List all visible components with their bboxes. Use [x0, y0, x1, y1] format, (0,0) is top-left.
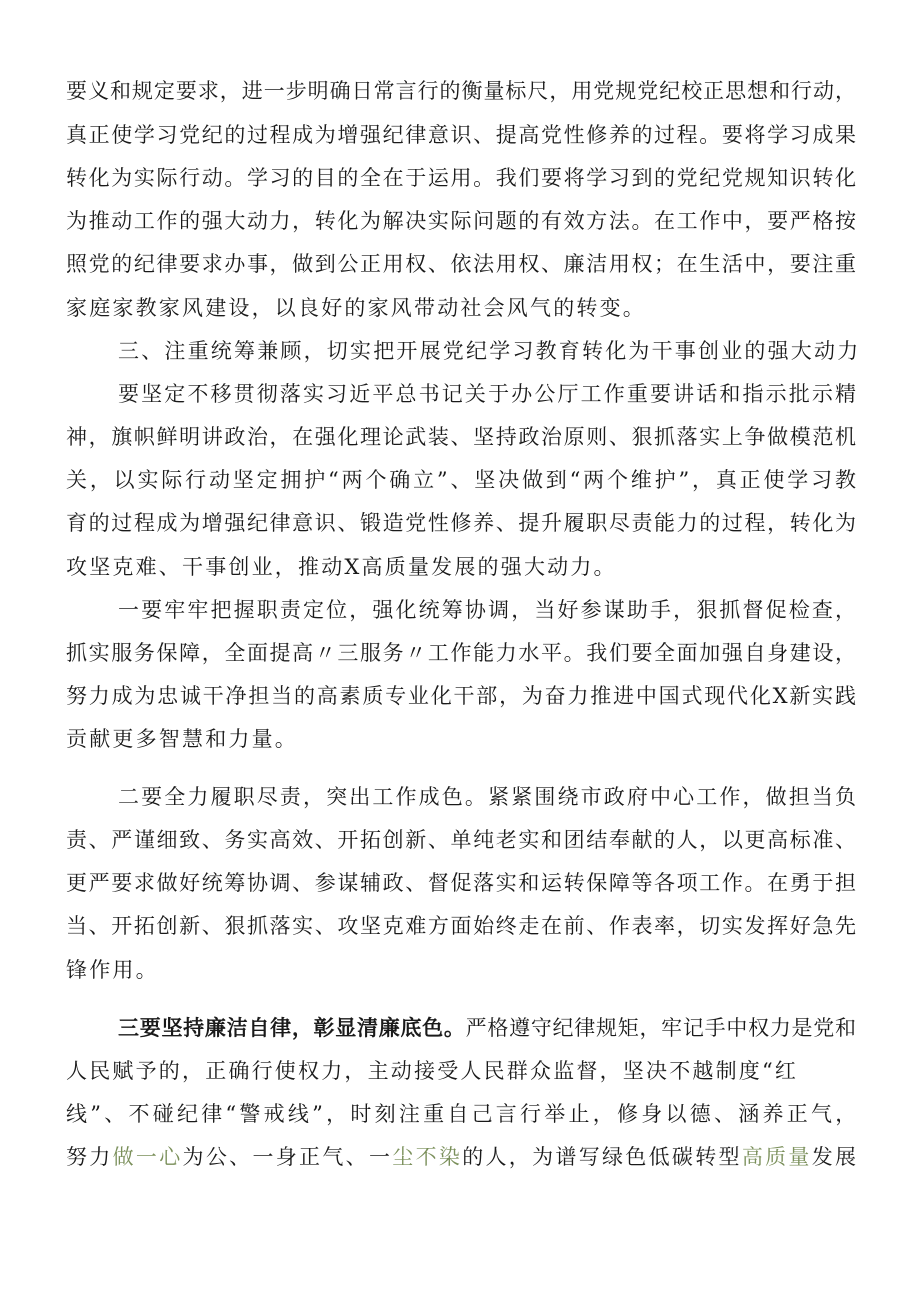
text-segment: 贡献更多智慧和力量。 — [66, 727, 298, 751]
text-segment: 当、开拓创新、狠抓落实、攻坚克难方面始终走在前、作表率，切实发挥好急先 — [66, 914, 858, 938]
highlighted-text: 高质量 — [741, 1145, 812, 1169]
text-segment: 抓实服务保障，全面提高〃三服务〃工作能力水平。我们要全面加强自身建设， — [66, 641, 858, 665]
text-line — [118, 588, 858, 632]
text-segment: 锋作用。 — [66, 958, 159, 982]
text-segment: 要义和规定要求，进一步明确日常言行的衡量标尺，用党规党纪校正思想和行动， — [66, 79, 857, 103]
text-line — [66, 286, 646, 330]
text-line — [66, 199, 858, 243]
text-segment: 发展 — [811, 1145, 859, 1169]
highlighted-text: 做一心 — [112, 1145, 183, 1169]
text-line — [66, 415, 858, 459]
text-segment: 三、注重统筹兼顾，切实把开展党纪学习教育转化为干事创业的强大动力 — [118, 339, 861, 363]
text-line — [66, 948, 159, 992]
text-line — [118, 372, 858, 416]
text-line — [66, 501, 858, 545]
text-segment: 努力成为忠诚干净担当的高素质专业化干部，为奋力推进中国式现代化X新实践 — [66, 684, 858, 708]
text-line — [66, 904, 858, 948]
text-segment: 责、严谨细致、务实高效、开拓创新、单纯老实和团结奉献的人，以更高标准、 — [66, 828, 858, 852]
text-segment: 为推动工作的强大动力，转化为解决实际问题的有效方法。在工作中，要严格按 — [66, 209, 858, 233]
text-segment: 人民赋予的，正确行使权力，主动接受人民群众监督，坚决不越制度“红 — [66, 1059, 799, 1083]
text-line — [66, 458, 859, 502]
text-line — [66, 1092, 859, 1136]
text-segment: 育的过程成为增强纪律意识、锻造党性修养、提升履职尽责能力的过程，转化为 — [66, 511, 858, 535]
text-line — [66, 674, 858, 718]
text-segment: 照党的纪律要求办事，做到公正用权、依法用权、廉洁用权；在生活中，要注重 — [66, 252, 858, 276]
text-segment: 要坚定不移贯彻落实习近平总书记关于办公厅工作重要讲话和指示批示精 — [118, 382, 859, 406]
text-segment: 线”、不碰纪律“警戒线”，时刻注重自己言行举止，修身以德、涵养正气， — [66, 1102, 860, 1126]
text-line — [66, 717, 298, 761]
text-segment: 更严要求做好统筹协调、参谋辅政、督促落实和运转保障等各项工作。在勇于担 — [66, 871, 858, 895]
text-line — [66, 1049, 798, 1093]
text-line — [66, 1135, 858, 1179]
text-segment: 家庭家教家风建设，以良好的家风带动社会风气的转变。 — [66, 296, 646, 320]
text-line — [66, 545, 617, 589]
text-line — [66, 818, 858, 862]
text-segment: 真正使学习党纪的过程成为增强纪律意识、提高党性修养的过程。要将学习成果 — [66, 123, 858, 147]
text-line — [118, 329, 860, 373]
text-line — [66, 69, 857, 113]
text-line — [66, 156, 858, 200]
text-segment: 神，旗帜鲜明讲政治，在强化理论武装、坚持政治原则、狠抓落实上争做模范机 — [66, 425, 858, 449]
text-segment: 攻坚克难、干事创业，推动X高质量发展的强大动力。 — [66, 555, 617, 579]
text-segment: 二要全力履职尽责，突出工作成色。紧紧围绕市政府中心工作，做担当负 — [118, 785, 859, 809]
bold-lead-text: 三要坚持廉洁自律，彰显清廉底色。 — [118, 1016, 466, 1040]
text-segment: 严格遵守纪律规矩，牢记手中权力是党和 — [465, 1016, 857, 1040]
text-line — [66, 631, 858, 675]
text-line — [66, 113, 858, 157]
text-segment: 的人，为谱写绿色低碳转型 — [462, 1145, 742, 1169]
highlighted-text: 尘不染 — [392, 1145, 463, 1169]
text-segment: 一要牢牢把握职责定位，强化统筹协调，当好参谋助手，狠抓督促检查， — [118, 598, 859, 622]
text-line — [118, 775, 858, 819]
text-segment: 关，以实际行动坚定拥护“两个确立”、坚决做到“两个维护”，真正使学习教 — [66, 468, 859, 492]
text-line — [118, 1006, 857, 1050]
text-segment: 转化为实际行动。学习的目的全在于运用。我们要将学习到的党纪党规知识转化 — [66, 166, 858, 190]
text-line — [66, 861, 858, 905]
text-segment: 为公、一身正气、一 — [182, 1145, 393, 1169]
text-line — [66, 242, 858, 286]
text-segment: 努力 — [66, 1145, 113, 1169]
